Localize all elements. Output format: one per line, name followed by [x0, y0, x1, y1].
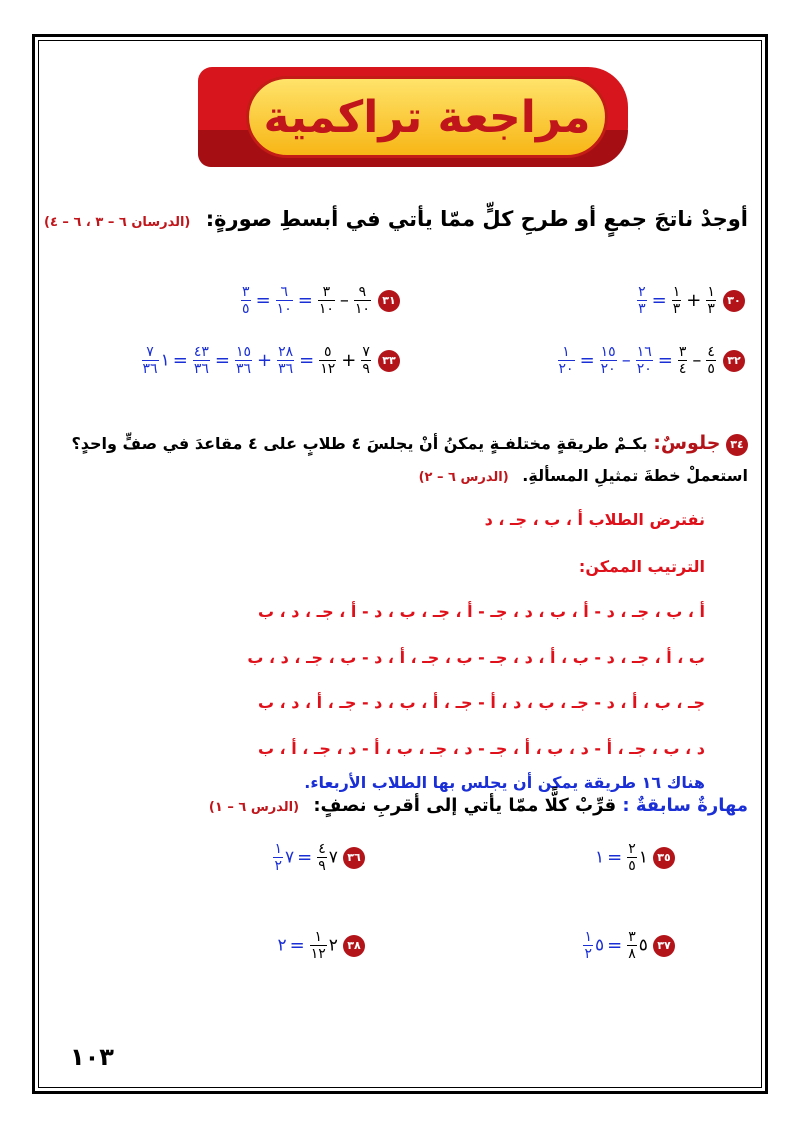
exercise-37: [581, 930, 675, 961]
conclusion-line: هناك ١٦ طريقة يمكن أن يجلس بها الطلاب الأربعاء.: [304, 773, 705, 792]
equals-sign: =: [607, 935, 623, 956]
equals-sign: =: [657, 350, 673, 371]
denominator: ٢٠: [636, 361, 652, 377]
exercise-33: [140, 345, 400, 376]
skill-line: [209, 795, 748, 816]
denominator: ٢: [274, 858, 282, 874]
denominator: ٣٦: [235, 361, 251, 377]
arrangements-heading: الترتيب الممكن:: [578, 557, 705, 576]
fraction: [317, 842, 327, 873]
fraction: [361, 345, 371, 376]
numerator: ١: [314, 929, 323, 945]
page-number: ١٠٣: [70, 1043, 114, 1071]
denominator: ٢: [584, 946, 592, 962]
exercise-number-badge: ٣٢: [723, 350, 745, 372]
question-keyword: جلوسٌ:: [653, 432, 721, 454]
numerator: ٤: [707, 344, 715, 360]
skill-ref: (الدرس ٦ – ١): [208, 800, 300, 815]
page-title: مراجعة تراكمية: [263, 91, 591, 143]
exercise-35: [595, 842, 675, 873]
question-text: بكـمْ طريقةٍ مختلفـةٍ يمكنُ أنْ يجلسَ ٤ طلابٍ على ٤ مقاعدَ في صفٍّ واحدٍ؟ استعملْ خطةَ تمثيلِ المسألةِ.: [71, 434, 748, 486]
equals-sign: =: [289, 935, 305, 956]
numerator: ١: [274, 841, 282, 857]
fraction: [235, 345, 252, 376]
numerator: ٣: [242, 284, 250, 300]
fraction: [583, 930, 593, 961]
denominator: ٣: [707, 301, 715, 317]
arrangement-row: ب ، أ ، جـ ، د - ب ، أ ، د ، جـ - ب ، جـ ، أ ، د - ب ، جـ ، د ، ب: [247, 648, 705, 667]
operator: =: [579, 350, 595, 371]
denominator: ٣٦: [193, 361, 209, 377]
assumption-line: نفترض الطلاب أ ، ب ، جـ ، د: [484, 510, 705, 529]
fraction: [276, 285, 293, 316]
instruction-line: [44, 207, 748, 231]
numerator: ١: [584, 929, 592, 945]
numerator: ٧: [146, 344, 154, 360]
denominator: ٥: [707, 361, 715, 377]
whole-number: ٢: [328, 935, 338, 956]
fraction: [354, 285, 371, 316]
numerator: ١٦: [636, 344, 652, 360]
exercise-31: [239, 285, 400, 316]
denominator: ٢٠: [558, 361, 574, 377]
operator: +: [341, 350, 357, 371]
denominator: ١٢: [310, 946, 326, 962]
fraction: [558, 345, 575, 376]
operator: =: [255, 290, 271, 311]
exercise-number-badge: ٣٤: [726, 434, 748, 456]
fraction: [627, 842, 637, 873]
whole-number: ١: [638, 847, 648, 868]
fraction: [706, 285, 716, 316]
denominator: ١٠: [276, 301, 292, 317]
numerator: ٢: [628, 841, 636, 857]
exercise-number-badge: ٣٣: [378, 350, 400, 372]
numerator: ١٥: [235, 344, 251, 360]
exercise-expression: [556, 344, 718, 377]
fraction: [672, 285, 682, 316]
instruction-ref: (الدرسان ٦ – ٣ ، ٦ – ٤): [43, 215, 191, 230]
operator: –: [621, 350, 631, 371]
denominator: ٣٦: [278, 361, 294, 377]
exercise-number-badge: ٣٥: [653, 847, 675, 869]
exercise-number-badge: ٣١: [378, 290, 400, 312]
operator: =: [172, 350, 188, 371]
denominator: ٢٠: [600, 361, 616, 377]
rounding-expression: [277, 929, 338, 962]
operator: –: [692, 350, 702, 371]
denominator: ٥: [242, 301, 250, 317]
operator: +: [686, 290, 702, 311]
fraction: [241, 285, 251, 316]
whole-number: ١: [160, 350, 170, 371]
denominator: ١٢: [320, 361, 336, 377]
numerator: ٩: [358, 284, 367, 300]
numerator: ٣: [628, 929, 636, 945]
rounding-expression: [581, 929, 648, 962]
rounding-expression: [271, 841, 338, 874]
exercise-number-badge: ٣٨: [343, 935, 365, 957]
question-ref: (الدرس ٦ – ٢): [418, 470, 509, 486]
numerator: ١: [562, 344, 570, 360]
exercise-30: [635, 285, 745, 316]
exercise-expression: [140, 344, 373, 377]
denominator: ٣٦: [142, 361, 158, 377]
rounded-answer: [581, 929, 605, 962]
skill-text: قرِّبْ كلًّا ممّا يأتي إلى أقربِ نصفٍ:: [313, 795, 617, 816]
equals-sign: =: [607, 847, 623, 868]
numerator: ١: [707, 284, 715, 300]
fraction: [636, 345, 653, 376]
exercise-expression: [239, 284, 373, 317]
operator: =: [214, 350, 230, 371]
fraction: [600, 345, 617, 376]
numerator: ١٥: [600, 344, 616, 360]
equals-sign: =: [299, 350, 315, 371]
title-banner: [246, 76, 608, 158]
numerator: ٤: [318, 841, 326, 857]
numerator: ٤٣: [193, 344, 209, 360]
denominator: ١٠: [318, 301, 334, 317]
numerator: ٢٨: [278, 344, 294, 360]
whole-number: ٧: [328, 847, 338, 868]
exercise-32: [556, 345, 745, 376]
fraction: [142, 345, 159, 376]
rounding-expression: [595, 841, 648, 874]
equals-sign: =: [651, 290, 667, 311]
whole-number: ٥: [595, 935, 605, 956]
numerator: ١: [672, 284, 681, 300]
denominator: ٥: [628, 858, 636, 874]
arrangement-row: جـ ، ب ، أ ، د - جـ ، ب ، د ، أ - جـ ، أ ، ب ، د - جـ ، أ ، د ، ب: [257, 693, 705, 712]
numerator: ٧: [362, 344, 370, 360]
fraction: [706, 345, 716, 376]
fraction: [627, 930, 637, 961]
denominator: ٣: [638, 301, 646, 317]
denominator: ١٠: [354, 301, 370, 317]
operator: +: [257, 350, 273, 371]
fraction: [273, 842, 283, 873]
denominator: ٨: [628, 946, 636, 962]
numerator: ٣: [322, 284, 331, 300]
exercise-36: [271, 842, 365, 873]
arrangement-row: د ، ب ، جـ ، أ - د ، ب ، أ ، جـ - د ، جـ ، ب ، أ - د ، جـ ، أ ، ب: [257, 739, 705, 758]
rounded-answer: [271, 841, 295, 874]
fraction: [678, 345, 688, 376]
denominator: ٣: [672, 301, 681, 317]
exercise-number-badge: ٣٧: [653, 935, 675, 957]
numerator: ٦: [280, 284, 288, 300]
fraction: [319, 345, 336, 376]
arrangement-row: أ ، ب ، جـ ، د - أ ، ب ، د ، جـ - أ ، جـ ، ب ، د - أ ، جـ ، د ، ب: [257, 602, 705, 621]
fraction: [637, 285, 647, 316]
equals-sign: =: [297, 290, 313, 311]
exercise-number-badge: ٣٦: [343, 847, 365, 869]
instruction-text: أوجدْ ناتجَ جمعٍ أو طرحِ كلٍّ ممّا يأتي في أبسطِ صورةٍ:: [205, 207, 748, 231]
fraction: [277, 345, 294, 376]
fraction: [193, 345, 210, 376]
fraction: [318, 285, 335, 316]
numerator: ٣: [678, 344, 687, 360]
question-34: [48, 425, 748, 491]
equals-sign: =: [297, 847, 313, 868]
exercise-38: [277, 930, 365, 961]
whole-number: ٥: [638, 935, 648, 956]
skill-keyword: مهارةٌ سابقةٌ :: [622, 795, 748, 816]
denominator: ٩: [362, 361, 370, 377]
exercise-number-badge: ٣٠: [723, 290, 745, 312]
denominator: ٤: [678, 361, 687, 377]
rounded-answer: ٢: [277, 935, 287, 956]
rounded-answer: ١: [595, 847, 605, 868]
numerator: ٢: [638, 284, 646, 300]
numerator: ٥: [324, 344, 332, 360]
whole-number: ٧: [285, 847, 295, 868]
denominator: ٩: [318, 858, 326, 874]
operator: –: [339, 290, 349, 311]
fraction: [310, 930, 327, 961]
exercise-expression: [635, 284, 718, 317]
